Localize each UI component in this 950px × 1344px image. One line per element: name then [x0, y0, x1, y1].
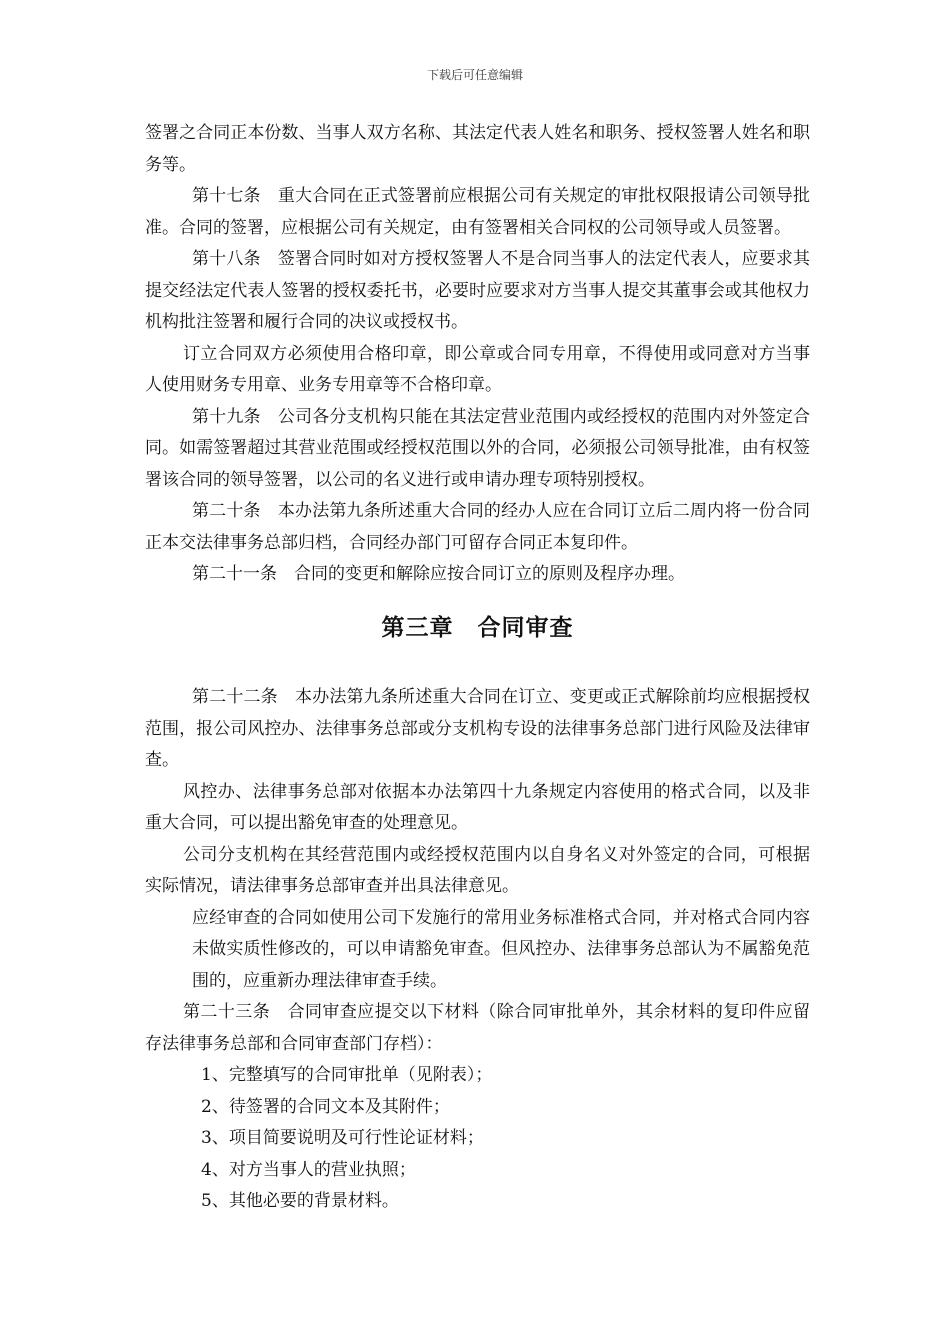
- page-header: 下载后可任意编辑: [426, 68, 523, 82]
- article-22: 第二十二条 本办法第九条所述重大合同在订立、变更或正式解除前均应根据授权范围，报公司风控办、法律事务总部或分支机构专设的法律事务总部门进行风险及法律审查。: [145, 687, 810, 770]
- article-21: 第二十一条 合同的变更和解除应按合同订立的原则及程序办理。: [192, 564, 685, 584]
- materials-list: [145, 1060, 810, 1218]
- list-item: 5、其他必要的背景材料。: [201, 1191, 399, 1211]
- article-19: 第十九条 公司各分支机构只能在其法定营业范围内或经授权的范围内对外签定合同。如需签署超过其营业范围或经授权范围以外的合同，必须报公司领导批准，由有权签署该合同的领导签署，以公司的名义进行或申请办理专项特别授权。: [145, 406, 810, 490]
- paragraph: 公司分支机构在其经营范围内或经授权范围内以自身名义对外签定的合同，可根据实际情况，请法律事务总部审查并出具法律意见。: [145, 844, 810, 896]
- article-17: 第十七条 重大合同在正式签署前应根据公司有关规定的审批权限报请公司领导批准。合同的签署，应根据公司有关规定，由有签署相关合同权的公司领导或人员签署。: [145, 186, 810, 238]
- article-23: 第二十三条 合同审查应提交以下材料（除合同审批单外，其余材料的复印件应留存法律事务总部和合同审查部门存档）：: [145, 1002, 810, 1054]
- article-20: 第二十条 本办法第九条所述重大合同的经办人应在合同订立后二周内将一份合同正本交法律事务总部归档，合同经办部门可留存合同正本复印件。: [145, 501, 810, 553]
- paragraph: 风控办、法律事务总部对依据本办法第四十九条规定内容使用的格式合同，以及非重大合同，可以提出豁免审查的处理意见。: [145, 781, 810, 833]
- list-item: 1、完整填写的合同审批单（见附表）；: [201, 1065, 493, 1085]
- list-item: 2、待签署的合同文本及其附件；: [201, 1096, 450, 1117]
- article-18: 第十八条 签署合同时如对方授权签署人不是合同当事人的法定代表人，应要求其提交经法定代表人签署的授权委托书，必要时应要求对方当事人提交其董事会或其他权力机构批注签署和履行合同的决议或授权书。: [145, 249, 810, 332]
- paragraph: 订立合同双方必须使用合格印章，即公章或合同专用章，不得使用或同意对方当事人使用财务专用章、业务专用章等不合格印章。: [145, 343, 810, 395]
- section-before: [145, 118, 810, 591]
- chapter-title: 第三章 合同审查: [381, 614, 574, 641]
- paragraph: 签署之合同正本份数、当事人双方名称、其法定代表人姓名和职务、授权签署人姓名和职务等。: [145, 123, 810, 175]
- paragraph: 应经审查的合同如使用公司下发施行的常用业务标准格式合同，并对格式合同内容未做实质性修改的，可以申请豁免审查。但风控办、法律事务总部认为不属豁免范围的，应重新办理法律审查手续。: [192, 907, 810, 991]
- list-item: 3、项目简要说明及可行性论证材料；: [201, 1128, 484, 1148]
- list-item: 4、对方当事人的营业执照；: [201, 1159, 416, 1180]
- document-body: [145, 118, 810, 1218]
- section-after: [145, 682, 810, 1060]
